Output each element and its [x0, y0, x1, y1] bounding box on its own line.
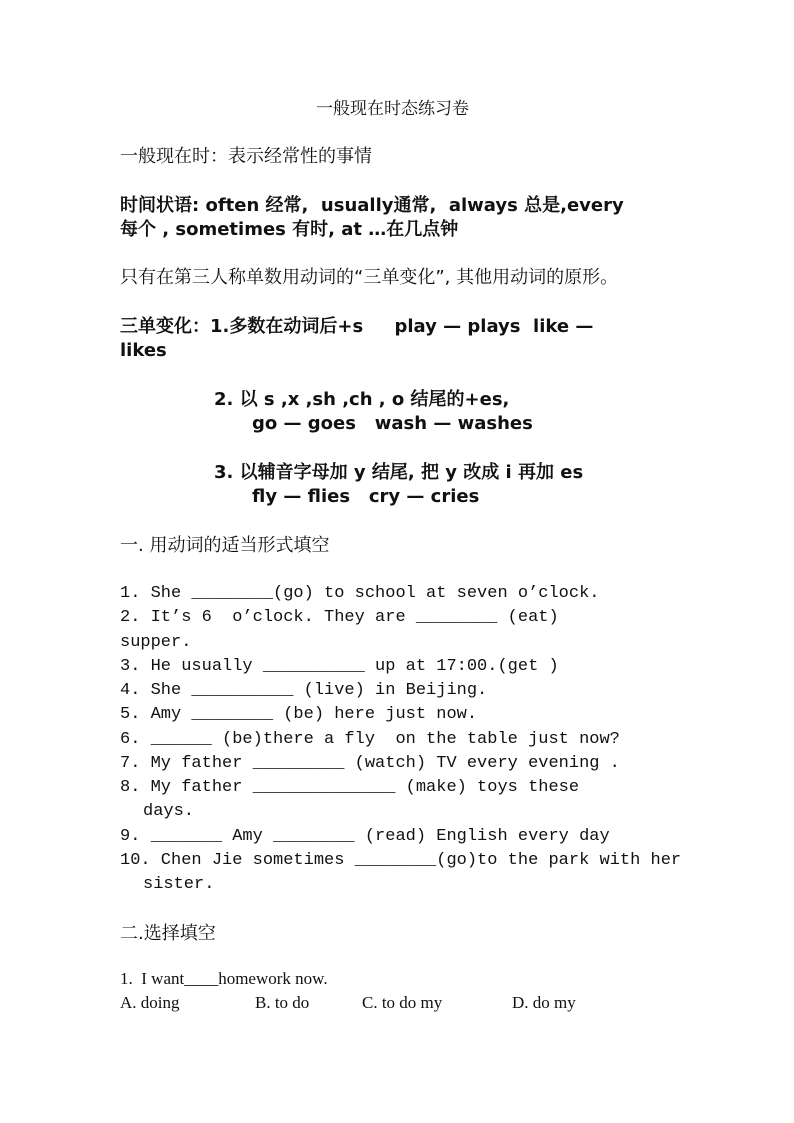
choice-option-d: D. do my: [512, 993, 576, 1012]
exercise-item: 1. She ________(go) to school at seven o’clock.: [120, 584, 600, 603]
section1-heading: 一. 用动词的适当形式填空: [120, 535, 330, 556]
time-adverbials-line-2: 每个 , sometimes 有时, at …在几点钟: [120, 219, 459, 240]
rule2-line-1: 2. 以 s ,x ,sh ,ch , o 结尾的+es,: [214, 389, 510, 410]
exercise-item: 6. ______ (be)there a fly on the table just now?: [120, 730, 620, 749]
exercise-item: 4. She __________ (live) in Beijing.: [120, 681, 488, 700]
exercise-item-continuation: days.: [143, 802, 195, 821]
rule1-line-1: 三单变化：1.多数在动词后+s play — plays like —: [120, 316, 594, 337]
choice-option-c: C. to do my: [362, 993, 443, 1012]
definition-line: 一般现在时：表示经常性的事情: [120, 146, 372, 167]
rule2-line-2: go — goes wash — washes: [252, 413, 533, 434]
choice-question: 1. I want____homework now.: [120, 969, 328, 988]
choice-option-b: B. to do: [255, 993, 310, 1012]
exercise-item: 3. He usually __________ up at 17:00.(get ): [120, 657, 559, 676]
rule1-line-2: likes: [120, 340, 167, 361]
rule-statement: 只有在第三人称单数用动词的“三单变化”, 其他用动词的原形。: [120, 267, 619, 288]
rule3-line-2: fly — flies cry — cries: [252, 486, 480, 507]
time-adverbials-line-1: 时间状语: often 经常, usually通常, always 总是,every: [120, 195, 624, 216]
page-title: 一般现在时态练习卷: [316, 99, 469, 119]
exercise-item: 5. Amy ________ (be) here just now.: [120, 705, 478, 724]
exercise-item: 10. Chen Jie sometimes ________(go)to the park with her: [120, 851, 682, 870]
exercise-item: 9. _______ Amy ________ (read) English every day: [120, 827, 610, 846]
exercise-item: 7. My father _________ (watch) TV every evening .: [120, 754, 620, 773]
exercise-item: 2. It’s 6 o’clock. They are ________ (eat): [120, 608, 559, 627]
exercise-item-continuation: supper.: [120, 633, 192, 652]
exercise-item: 8. My father ______________ (make) toys these: [120, 778, 580, 797]
section2-heading: 二.选择填空: [120, 923, 216, 944]
exercise-item-continuation: sister.: [143, 875, 215, 894]
choice-option-a: A. doing: [120, 993, 180, 1012]
rule3-line-1: 3. 以辅音字母加 y 结尾, 把 y 改成 i 再加 es: [214, 462, 584, 483]
